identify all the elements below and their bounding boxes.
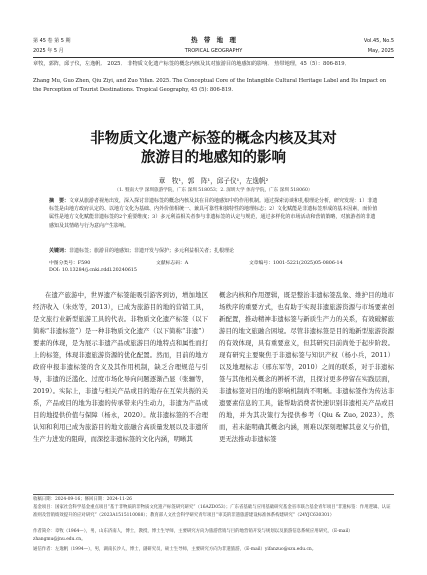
footnote-fund: 基金项目：国家社会科学基金重点项目“基于非物质的非物质文化遗产标签研究研究”（16AZD053）；广东省基础与应用基础研究基金省市联合基金青年项目“非遗标签：作用逻辑、认证准则及营销绩效提升的应对研究”（2023A1515110088）；教育部人文社会科学研究青年项目“审美的非遗旅游建设标准体系构建研究”（24YJC630301） <box>33 505 391 518</box>
footnote-author: 作者简介：章牧（1964—），男，山东济南人，博士，教授，博士生导师，主要研究方向为旅游营销与目的地营销开发与规划以及旅游信息系统应用研究，（E-mail）zhangmu@jnu.edu.cn。 <box>33 529 353 542</box>
keywords <box>49 247 379 255</box>
volume-issue-en: Vol.45, No.5 <box>363 38 394 44</box>
paper-title-line2: 旅游目的地感知的影响 <box>141 150 286 166</box>
volume-issue: 第 45 卷 第 5 期 <box>33 38 71 44</box>
document-code: 文献标志码：A <box>156 261 189 266</box>
publication-date: 2025 年 5 月 <box>33 48 64 54</box>
article-number: 文章编号：1001-5221(2025)05-0806-14 <box>249 261 343 266</box>
abstract-label: 摘 要： <box>49 198 70 204</box>
abstract <box>49 197 379 230</box>
footnote-corresponding: 通信作者：左逸帆（1994—），男，湖南长沙人，博士，副研究员，硕士生导师，主要研究方向为非遗旅游，（E-mail）yifanzuo@szu.edu.cn。 <box>33 547 317 552</box>
journal-name-cn: 热 带 地 理 <box>191 36 236 44</box>
keywords-label: 关键词： <box>49 248 70 254</box>
author-list: 章 牧¹，郭 阵¹，邱子仪¹，左逸帆² <box>158 177 269 185</box>
author-affiliation: （1. 暨南大学 深圳旅游学院，广东 深圳 518053；2. 深圳大学 体育学院，广东 深圳 518060） <box>114 188 313 193</box>
header-rule <box>33 57 394 58</box>
publication-date-en: May, 2025 <box>367 48 394 54</box>
footnote-rule <box>33 494 394 495</box>
footnote-received: 收稿日期：2024-09-16；修回日期：2024-11-26 <box>33 497 132 502</box>
body-left-column: 在遗产旅游中，世界遗产标签能吸引游客到访，增加地区经济收入（朱竑等，2013），已成为旅游目的地的营销工具，是文旅行业新型旅游工具的代表。非物质文化遗产标签（以下简称“非遗标签”）是一种非物质文化遗产（以下简称“非遗”）要素的体现，是为展示非遗产品或旅游目的地特点和属性而打上的标签，体现非遗旅游资源的优化配置。然而，目前的地方政府申报非遗标签的含义及其作用机制，缺乏合理规范与引导，非遗的泛滥化、过度市场化导向问题逐渐凸显（张骊等，2019）。实际上，非遗与相关产品或目的地存在互荣共振的关系，产品或目的地为非遗的传承带来内生动力，非遗为产品或目的地提供价值与保障（杨永，2020）。故非遗标签的不合理认知和利用已成为旅游目的地文旅融合高质量发展以及非遗所生产力进发的阻碍，而深挖非遗标签的文化内涵，明晰其 <box>33 291 208 443</box>
citation-en: Zhang Mu, Guo Zhen, Qiu Ziyi, and Zuo Yifan. 2025. The Conceptual Core of the Intangible Cultural Heritage Label and Its Impact on the Perception of Tourist Destinations. Tropical Geography, 45 (5): 806-819. <box>33 78 387 93</box>
doi: DOI: 10.13284/j.cnki.rddl.20240615 <box>49 268 137 273</box>
abstract-text: 文章从旅游者视角出发，深入探讨非遗标签的概念内核及其在目的地感知中的作用机制。通过探索访谈和扎根理论分析，研究发现：1）非遗标签是由地方政府认定的、以地方文化为基础、内外价值相统一、兼具可靠性和独特性的地理标志；2）文化赋能是非遗标签形成的基本因素，而价值属性是地方文化赋能非遗标签的2个重要维度；3）多元利益相关者参与非遗标签的认定与规范，通过多样化的市场活动和营销策略，对旅游者的非遗感知及其情绪与行为意向产生影响。 <box>49 198 378 229</box>
keywords-text: 非遗标签；旅游目的地感知；非遗开发与保护；多元利益相关者；扎根理论 <box>69 248 235 254</box>
paper-title-line1: 非物质文化遗产标签的概念内核及其对 <box>90 131 337 147</box>
clc-number: 中图分类号：F590 <box>49 261 91 266</box>
body-right-column: 概念内核和作用逻辑，既是整治非遗标签乱象、维护目的地市场秩序的重要方式，也有助于实现非遗旅游资源与市场要素创新配置，推动精神非遗标签与新质生产力的关系，有效破解旅游目的地文旅融合困境。尽管非遗标签是目的地新型旅游资源的有效体现，具有重要意义，但其研究目前尚处于起步阶段。现有研究主要聚焦于非遗标签与知识产权（杨小兵，2011）以及地理标志（邢东军等，2010）之间的联系，对于非遗标签与其他相关概念的辨析不清，且探讨更多停留在实践层面，非遗标签对目的地的影响机制尚不明晰。非遗标签作为传达非遗要素信息的工具，能帮助消费者快速识别非遗相关产品或目的地，并为其决策行为提供参考（Qiu & Zuo, 2023）。然而，若未能明确其概念内涵，则难以深刻理解其意义与价值，更无法推动非遗标签 <box>219 291 394 443</box>
citation-cn: 章牧，郭阵，邱子仪，左逸帆． 2025． 非物质文化遗产标签的概念内核及其对旅游目的地感知的影响． 热带地理，45（5）：806-819． <box>33 61 350 67</box>
journal-name-en: TROPICAL GEOGRAPHY <box>184 48 243 54</box>
